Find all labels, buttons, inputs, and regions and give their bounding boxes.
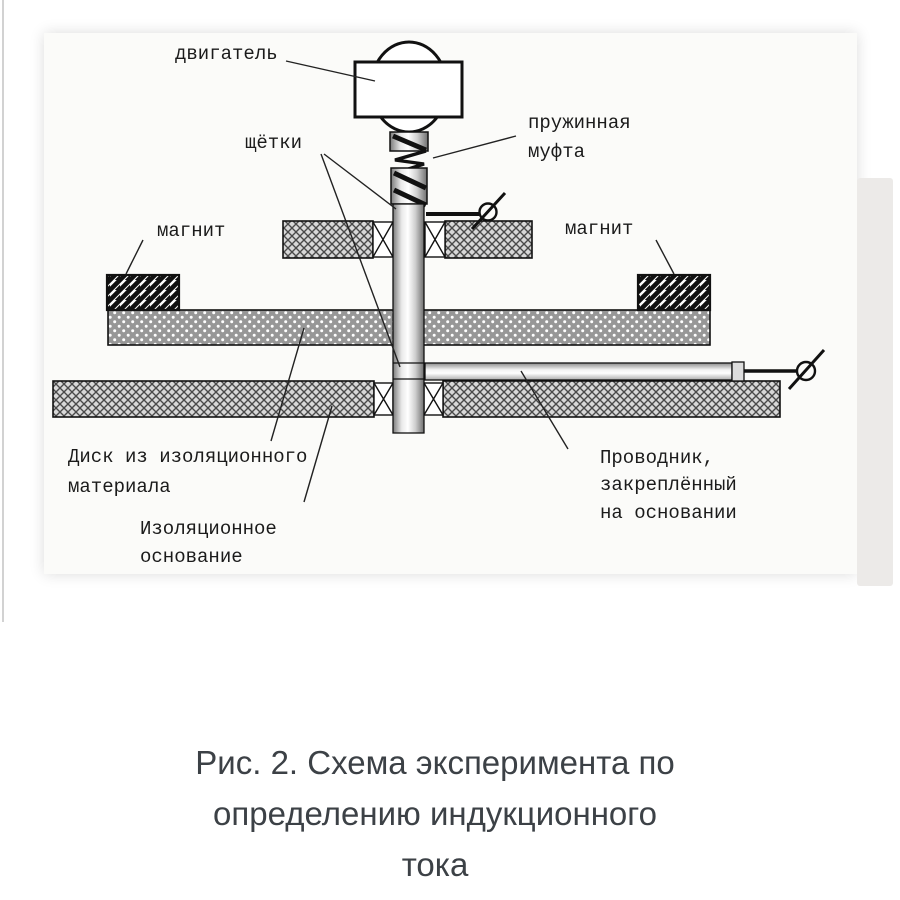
label-disk-line1: Диск из изоляционного — [68, 446, 308, 468]
base-left — [53, 381, 374, 417]
bearing-top-right — [425, 222, 445, 257]
conductor-rod — [425, 363, 732, 380]
label-spring-line2: муфта — [528, 141, 586, 163]
label-spring-line1: пружинная — [528, 112, 631, 134]
label-brushes: щётки — [245, 132, 303, 154]
top-bar-left — [283, 221, 373, 258]
shaft — [393, 204, 424, 433]
caption-line-2: определению индукционного — [213, 795, 657, 832]
leader-brush-upper — [324, 154, 396, 209]
label-base-line2: основание — [140, 546, 243, 568]
top-bar-right — [445, 221, 532, 258]
label-conductor-line2: закреплённый — [600, 474, 737, 496]
label-magnet-left: магнит — [157, 220, 226, 242]
bearing-bottom-left — [374, 383, 393, 415]
label-motor: двигатель — [175, 43, 278, 65]
label-base-line1: Изоляционное — [140, 518, 277, 540]
conductor-end-cap — [732, 362, 744, 381]
bearing-bottom-right — [424, 383, 443, 415]
leader-magnet-left — [126, 240, 143, 274]
label-magnet-right: магнит — [565, 218, 634, 240]
magnet-left-block — [107, 275, 179, 310]
caption-line-3: тока — [401, 846, 469, 883]
label-conductor-line3: на основании — [600, 502, 737, 524]
leader-magnet-right — [656, 240, 674, 274]
label-conductor-line1: Проводник, — [600, 447, 715, 469]
magnet-right-block — [638, 275, 710, 310]
motor-body — [355, 62, 462, 117]
caption-line-1: Рис. 2. Схема эксперимента по — [195, 744, 675, 781]
leader-base — [304, 406, 332, 502]
figure-caption — [0, 737, 870, 890]
base-right — [443, 381, 780, 417]
bearing-top-left — [373, 222, 393, 257]
label-disk-line2: материала — [68, 476, 171, 498]
leader-spring — [433, 136, 516, 158]
